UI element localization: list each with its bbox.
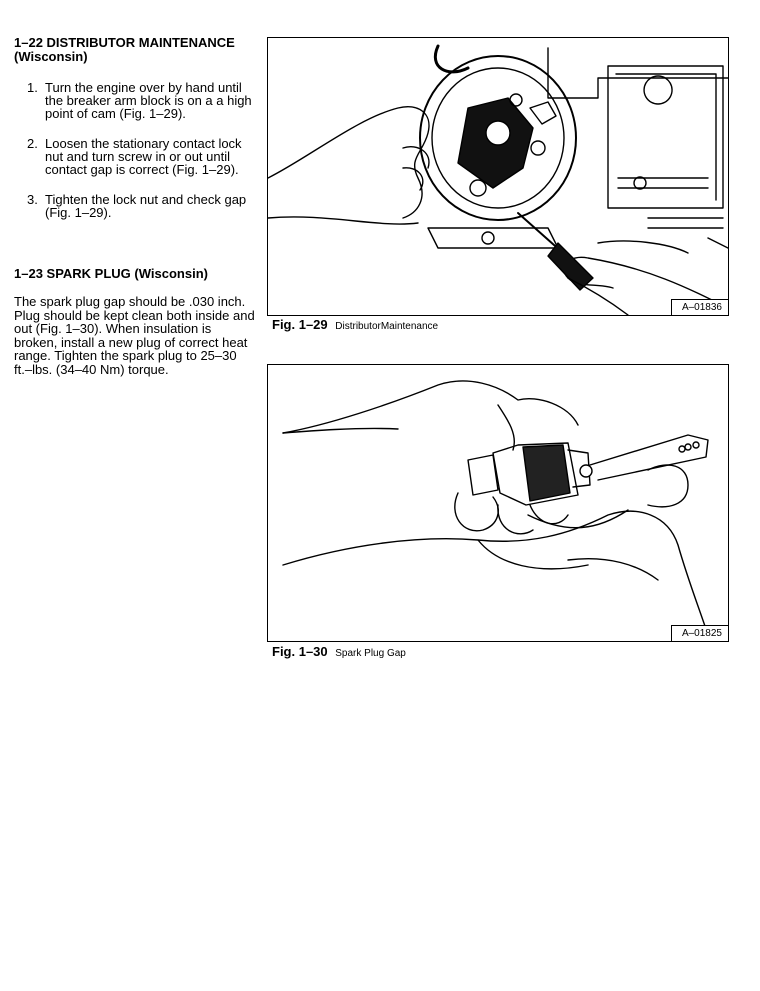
distributor-illustration [268, 38, 728, 315]
spark-plug-paragraph: The spark plug gap should be .030 inch. Plug should be kept clean both inside and out (Fig. 1–30). When insulation is broken, install a new plug of correct heat range. Tighten the spark plug to 25–30 ft.–lbs. (34–40 Nm) torque. [14, 294, 255, 377]
section-heading-distributor [14, 36, 256, 64]
step-item [14, 137, 256, 176]
section-subtitle: (Wisconsin) [14, 49, 88, 64]
text-column [14, 36, 256, 376]
step-number: 1. [27, 80, 38, 95]
figure-caption [272, 317, 438, 332]
figure-distributor [267, 37, 729, 316]
step-text: Tighten the lock nut and check gap (Fig. 1–29). [45, 192, 247, 220]
figure-code: A–01825 [671, 625, 729, 642]
step-item [14, 193, 256, 219]
caption-number: Fig. 1–30 [272, 644, 328, 659]
step-number: 2. [27, 136, 38, 151]
step-text: Loosen the stationary contact lock nut and turn screw in or out until contact gap is correct (Fig. 1–29). [45, 136, 242, 177]
section-title: 1–22 DISTRIBUTOR MAINTENANCE [14, 35, 235, 50]
figure-spark-plug [267, 364, 729, 642]
step-list [14, 81, 256, 219]
step-text: Turn the engine over by hand until the breaker arm block is on a a high point of cam (Fig. 1–29). [45, 80, 252, 121]
section-heading-spark-plug: 1–23 SPARK PLUG (Wisconsin) [14, 266, 208, 281]
step-number: 3. [27, 192, 38, 207]
figure-code: A–01836 [671, 299, 729, 316]
caption-number: Fig. 1–29 [272, 317, 328, 332]
spark-plug-illustration [268, 365, 728, 641]
caption-text: Spark Plug Gap [335, 648, 406, 659]
figure-caption [272, 644, 406, 659]
caption-text: DistributorMaintenance [335, 321, 439, 332]
step-item [14, 81, 256, 120]
